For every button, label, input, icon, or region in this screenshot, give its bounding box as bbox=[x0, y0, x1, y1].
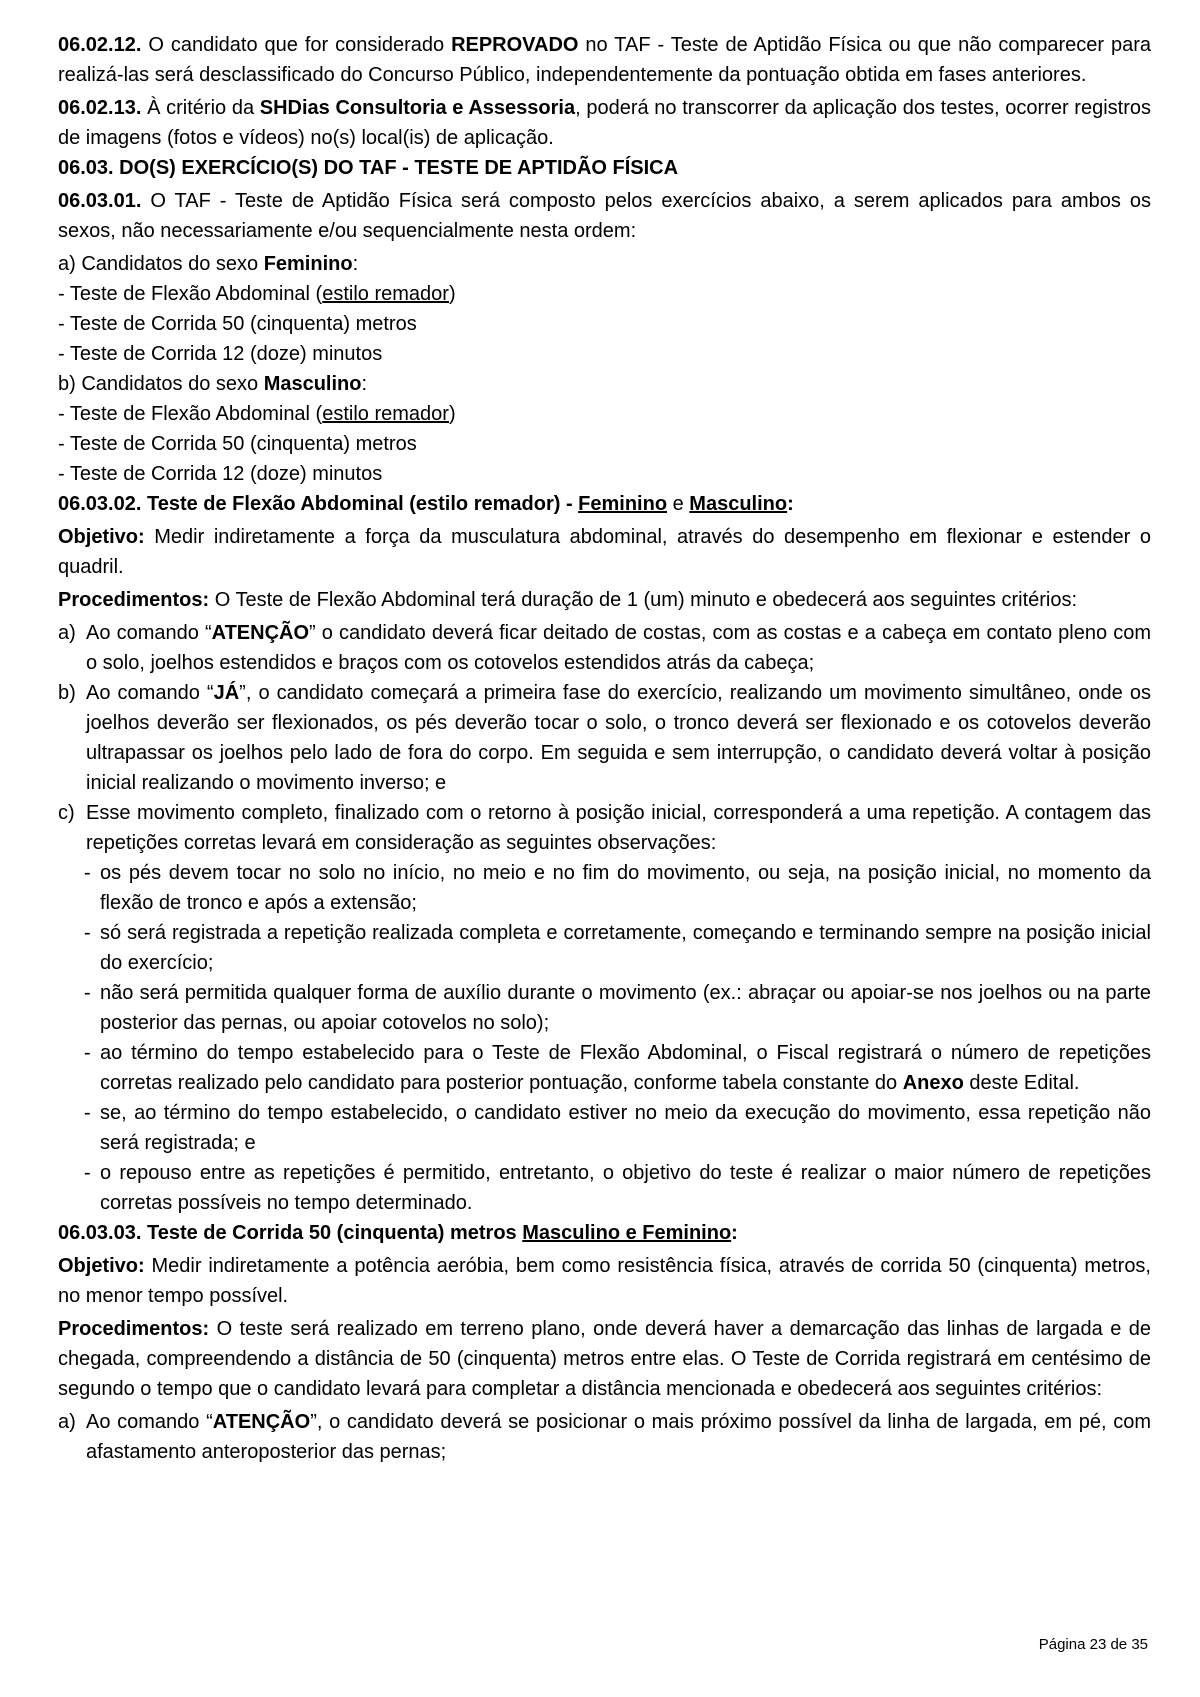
objective-paragraph: Objetivo: Medir indiretamente a força da musculatura abdominal, através do desempenho em flexionar e estender o quadril. bbox=[58, 526, 1151, 578]
list-item-a: a) Ao comando “ATENÇÃO” o candidato deverá ficar deitado de costas, com as costas e a cabeça em contato pleno com o solo, joelhos estendidos e braços com os cotovelos estendidos atrás da cabeça; bbox=[58, 622, 1151, 674]
test-item-run-50m: - Teste de Corrida 50 (cinquenta) metros bbox=[58, 313, 417, 335]
observation-item: - só será registrada a repetição realizada completa e corretamente, começando e terminando sempre na posição inicial do exercício; bbox=[84, 922, 1151, 974]
section-heading-06-03: 06.03. DO(S) EXERCÍCIO(S) DO TAF - TESTE DE APTIDÃO FÍSICA bbox=[58, 157, 679, 179]
section-heading-06-03-03: 06.03.03. Teste de Corrida 50 (cinquenta) metros Masculino e Feminino: bbox=[58, 1222, 738, 1244]
document-page bbox=[58, 30, 1151, 1467]
observation-item: - não será permitida qualquer forma de auxílio durante o movimento (ex.: abraçar ou apoiar-se nos joelhos ou na parte posterior das pernas, ou apoiar cotovelos no solo); bbox=[84, 982, 1151, 1034]
clause-number: 06.03.01. bbox=[58, 190, 142, 212]
test-item-run-12min: - Teste de Corrida 12 (doze) minutos bbox=[58, 343, 383, 365]
procedures-paragraph: Procedimentos: O teste será realizado em terreno plano, onde deverá haver a demarcação das linhas de largada e de chegada, compreendendo a distância de 50 (cinquenta) metros entre elas. O Teste de Corrida registrará em centésimo de segundo o tempo que o candidato levará para completar a distância mencionada e obedecerá aos seguintes critérios: bbox=[58, 1318, 1151, 1400]
test-item-run-50m: - Teste de Corrida 50 (cinquenta) metros bbox=[58, 433, 417, 455]
section-heading-06-03-02: 06.03.02. Teste de Flexão Abdominal (estilo remador) - Feminino e Masculino: bbox=[58, 493, 794, 515]
list-item-c: c) Esse movimento completo, finalizado com o retorno à posição inicial, corresponderá a uma repetição. A contagem das repetições corretas levará em consideração as seguintes observações: bbox=[58, 802, 1151, 854]
observation-item: - o repouso entre as repetições é permitido, entretanto, o objetivo do teste é realizar o maior número de repetições corretas possíveis no tempo determinado. bbox=[84, 1162, 1151, 1214]
paragraph-06-02-13: 06.02.13. À critério da SHDias Consultoria e Assessoria, poderá no transcorrer da aplicação dos testes, ocorrer registros de imagens (fotos e vídeos) no(s) local(is) de aplicação. bbox=[58, 97, 1151, 149]
objective-paragraph: Objetivo: Medir indiretamente a potência aeróbia, bem como resistência física, através de corrida 50 (cinquenta) metros, no menor tempo possível. bbox=[58, 1255, 1151, 1307]
list-item-b: b) Ao comando “JÁ”, o candidato começará a primeira fase do exercício, realizando um movimento simultâneo, onde os joelhos deverão ser flexionados, os pés deverão tocar o solo, o tronco deverá ser flexionado e os cotovelos deverão ultrapassar os joelhos pelo lado de fora do corpo. Em seguida e sem interrupção, o candidato deverá voltar à posição inicial realizando o movimento inverso; e bbox=[58, 682, 1152, 794]
observation-item: - se, ao término do tempo estabelecido, o candidato estiver no meio da execução do movimento, essa repetição não será registrada; e bbox=[84, 1102, 1151, 1154]
female-candidates-heading: a) Candidatos do sexo Feminino: bbox=[58, 253, 359, 275]
procedures-paragraph: Procedimentos: O Teste de Flexão Abdominal terá duração de 1 (um) minuto e obedecerá aos seguintes critérios: bbox=[58, 589, 1078, 611]
paragraph-06-03-01: 06.03.01. O TAF - Teste de Aptidão Física será composto pelos exercícios abaixo, a serem aplicados para ambos os sexos, não necessariamente e/ou sequencialmente nesta ordem: bbox=[58, 190, 1151, 242]
male-candidates-heading: b) Candidatos do sexo Masculino: bbox=[58, 373, 368, 395]
page-number: Página 23 de 35 bbox=[1038, 1636, 1148, 1653]
test-item-abdominal: - Teste de Flexão Abdominal (estilo remador) bbox=[58, 403, 456, 425]
observation-item: - ao término do tempo estabelecido para o Teste de Flexão Abdominal, o Fiscal registrará o número de repetições corretas realizado pelo candidato para posterior pontuação, conforme tabela constante do Anexo deste Edital. bbox=[84, 1042, 1151, 1094]
observation-item: - os pés devem tocar no solo no início, no meio e no fim do movimento, ou seja, na posição inicial, no momento da flexão de tronco e após a extensão; bbox=[84, 862, 1151, 914]
test-item-abdominal: - Teste de Flexão Abdominal (estilo remador) bbox=[58, 283, 456, 305]
clause-number: 06.02.13. bbox=[58, 97, 142, 119]
test-item-run-12min: - Teste de Corrida 12 (doze) minutos bbox=[58, 463, 383, 485]
clause-number: 06.02.12. bbox=[58, 34, 142, 56]
list-item-a: a) Ao comando “ATENÇÃO”, o candidato deverá se posicionar o mais próximo possível da linha de largada, em pé, com afastamento anteroposterior das pernas; bbox=[58, 1411, 1151, 1463]
paragraph-06-02-12: 06.02.12. O candidato que for considerado REPROVADO no TAF - Teste de Aptidão Física ou que não comparecer para realizá-las será desclassificado do Concurso Público, independentemente da pontuação obtida em fases anteriores. bbox=[58, 34, 1151, 86]
